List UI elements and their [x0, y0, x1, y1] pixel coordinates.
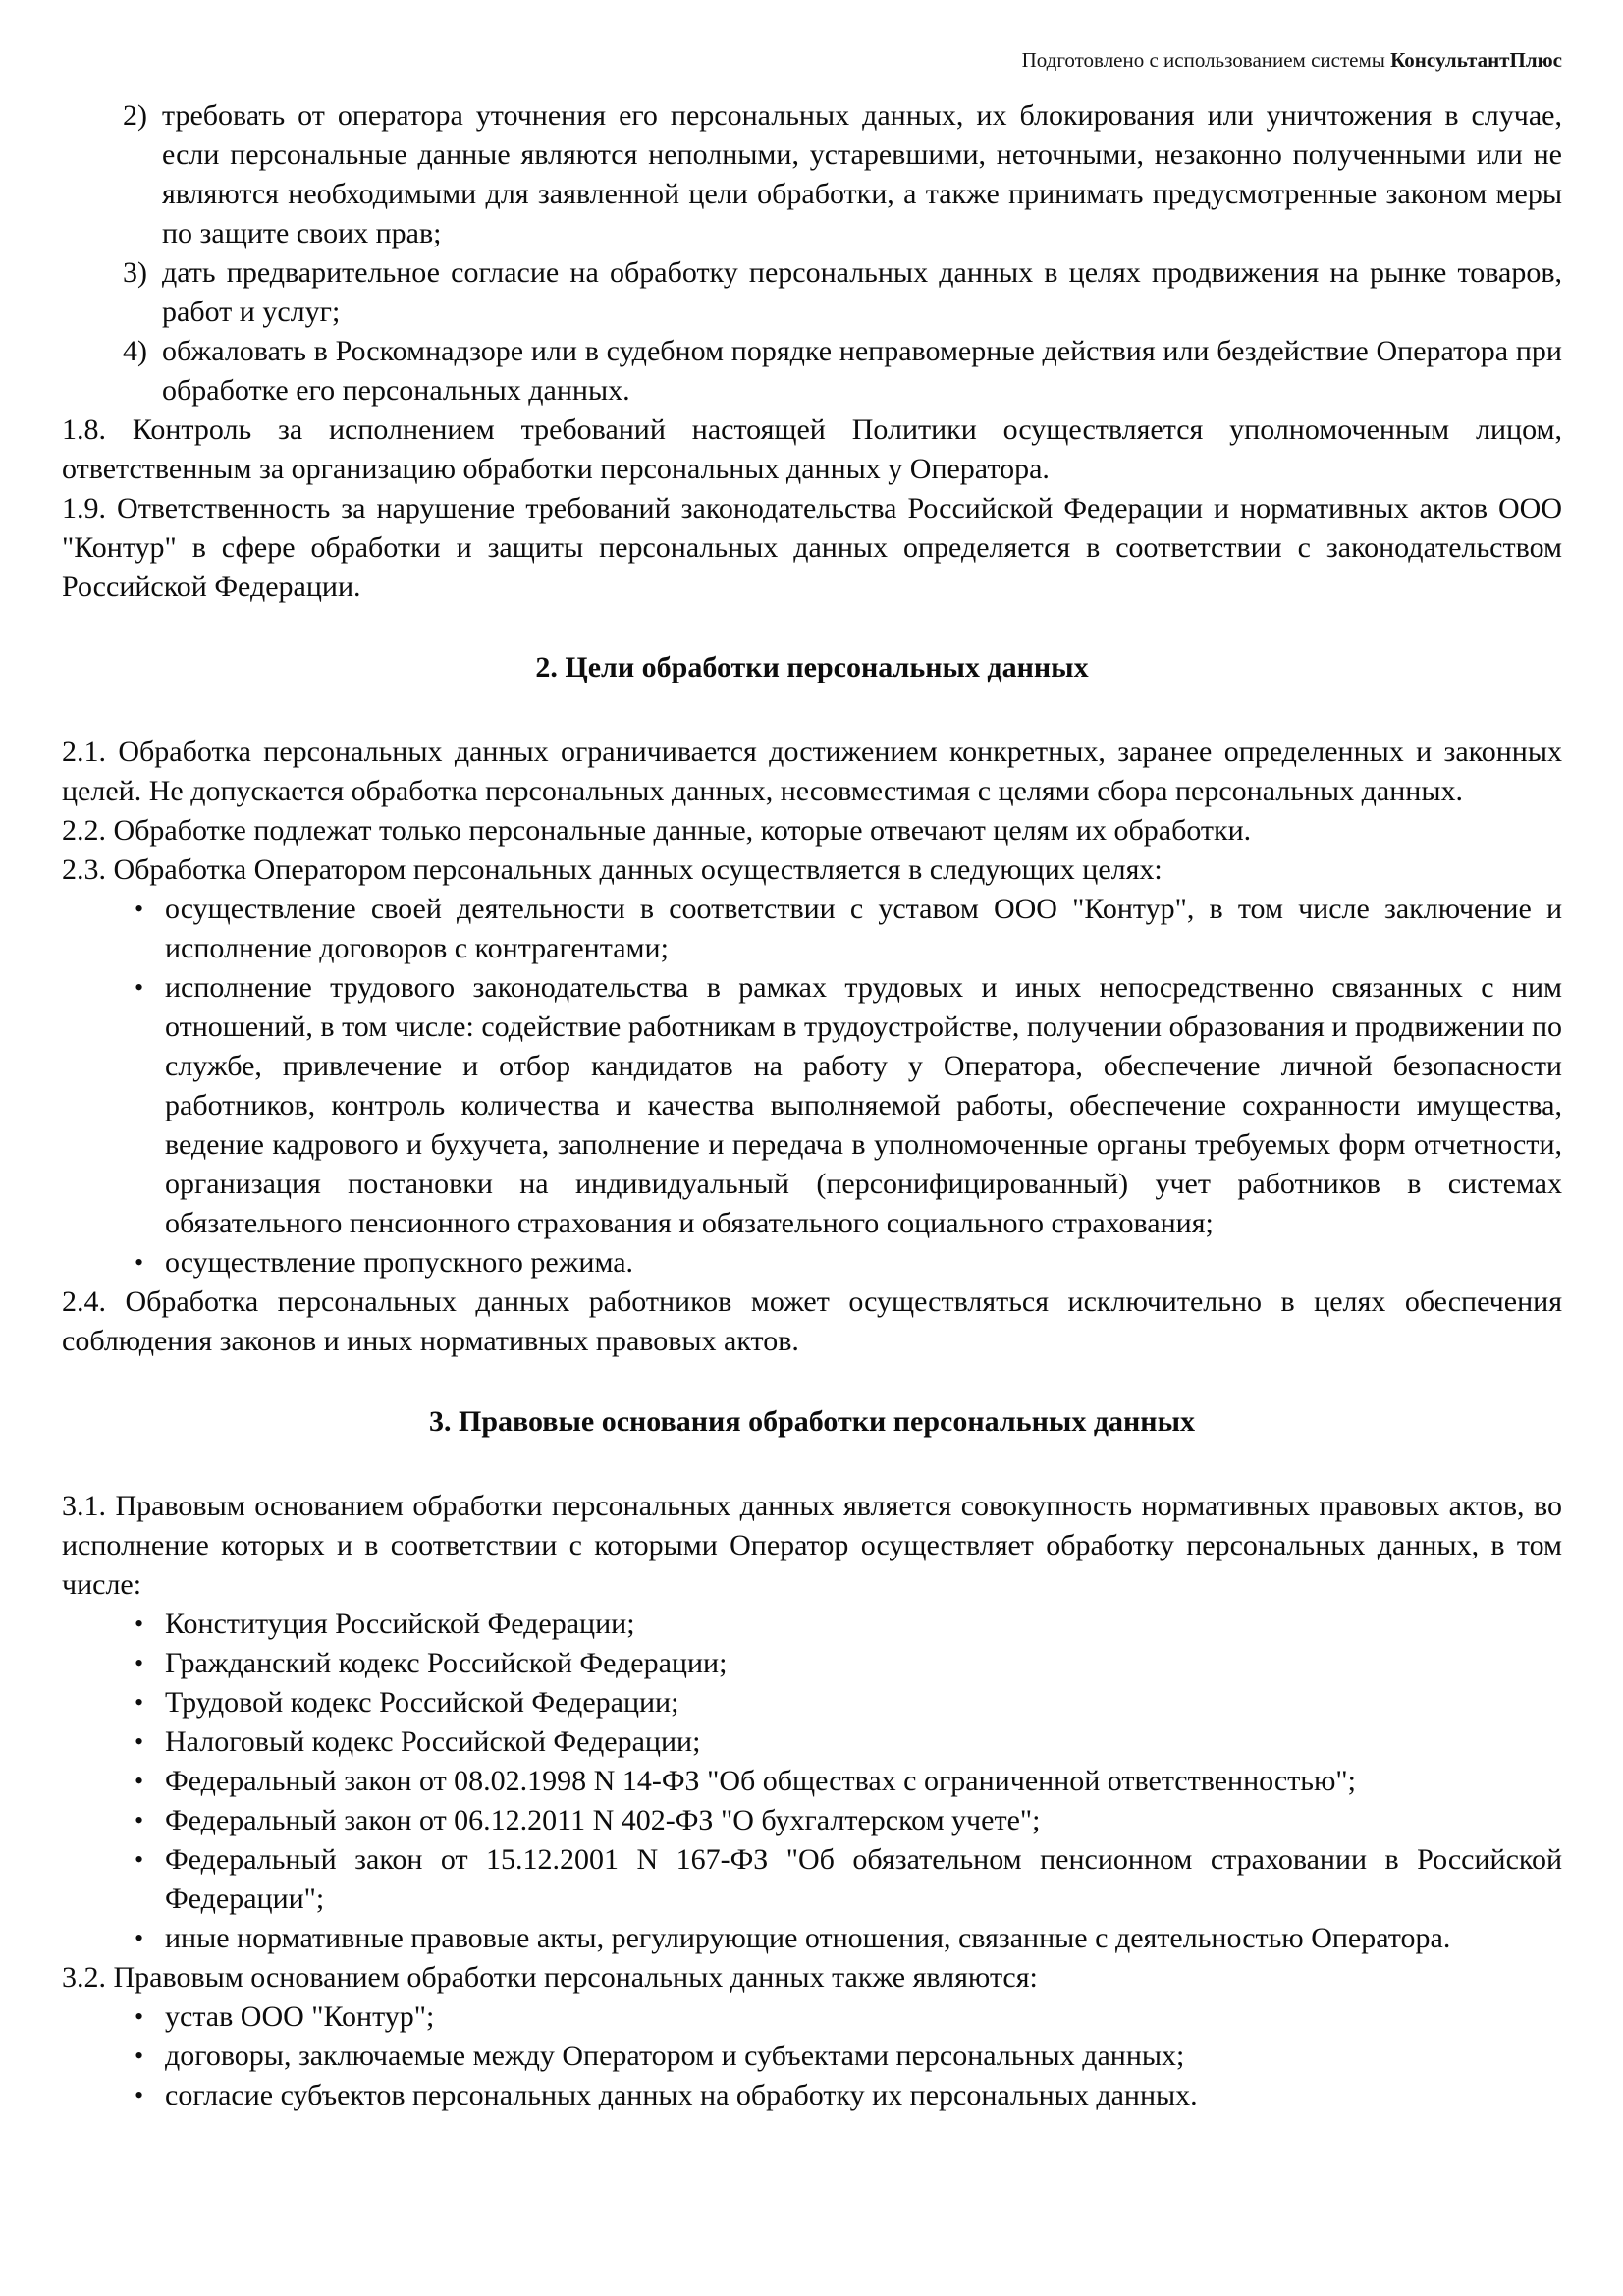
- bullet-marker-icon: •: [135, 1688, 144, 1717]
- bullet-text: согласие субъектов персональных данных на обработку их персональных данных.: [165, 2079, 1198, 2111]
- bullet-marker-icon: •: [135, 1924, 144, 1952]
- bullet-text: осуществление своей деятельности в соответствии с уставом ООО "Контур", в том числе заключение и исполнение договоров с контрагентами;: [165, 893, 1562, 964]
- bullet-marker-icon: •: [135, 1610, 144, 1638]
- list-item-number: 2): [123, 99, 147, 132]
- legal-act-bullet-item: [62, 1605, 1562, 1644]
- section-3-heading: 3. Правовые основания обработки персональных данных: [429, 1405, 1195, 1438]
- other-basis-bullet-item: [62, 2076, 1562, 2115]
- bullet-marker-icon: •: [135, 2002, 144, 2031]
- list-item-text: требовать от оператора уточнения его персональных данных, их блокирования или уничтожения в случае, если персональные данные являются неполными, устаревшими, неточными, незаконно полученными или не являются необходимыми для заявленной цели обработки, а также принимать предусмотренные законом меры по защите своих прав;: [162, 99, 1562, 249]
- bullet-text: Гражданский кодекс Российской Федерации;: [165, 1647, 728, 1679]
- bullet-text: Федеральный закон от 06.12.2011 N 402-ФЗ "О бухгалтерском учете";: [165, 1804, 1041, 1836]
- bullet-text: Федеральный закон от 08.02.1998 N 14-ФЗ "Об обществах с ограниченной ответственностью";: [165, 1765, 1356, 1797]
- paragraph-3-1: 3.1. Правовым основанием обработки персональных данных является совокупность нормативных правовых актов, во исполнение которых и в соответствии с которыми Оператор осуществляет обработку персональных данных, в том числе:: [62, 1490, 1562, 1601]
- legal-act-bullet-item: [62, 1840, 1562, 1919]
- bullet-text: исполнение трудового законодательства в рамках трудовых и иных непосредственно связанных с ним отношений, в том числе: содействие работникам в трудоустройстве, получении образования и продвижении по службе, привлечение и отбор кандидатов на работу у Оператора, обеспечение личной безопасности работников, контроль количества и качества выполняемой работы, обеспечение сохранности имущества, ведение кадрового и бухучета, заполнение и передача в уполномоченные органы требуемых форм отчетности, организация постановки на индивидуальный (персонифицированный) учет работников в системах обязательного пенсионного страхования и обязательного социального страхования;: [165, 971, 1562, 1239]
- paragraph-3-2: 3.2. Правовым основанием обработки персональных данных также являются:: [62, 1961, 1038, 1994]
- bullet-text: осуществление пропускного режима.: [165, 1246, 634, 1279]
- list-item-text: обжаловать в Роскомнадзоре или в судебном порядке неправомерные действия или бездействие Оператора при обработке его персональных данных.: [162, 335, 1562, 407]
- legal-act-bullet-item: [62, 1722, 1562, 1762]
- bullet-text: договоры, заключаемые между Оператором и субъектами персональных данных;: [165, 2040, 1185, 2072]
- legal-act-bullet-item: [62, 1801, 1562, 1840]
- bullet-marker-icon: •: [135, 1845, 144, 1874]
- rights-list-item-3: [62, 253, 1562, 332]
- document-body: [62, 96, 1562, 2115]
- legal-act-bullet-item: [62, 1762, 1562, 1801]
- bullet-text: иные нормативные правовые акты, регулирующие отношения, связанные с деятельностью Оператора.: [165, 1922, 1451, 1954]
- paragraph-2-4: 2.4. Обработка персональных данных работников может осуществляться исключительно в целях обеспечения соблюдения законов и иных нормативных правовых актов.: [62, 1285, 1562, 1357]
- bullet-marker-icon: •: [135, 2081, 144, 2109]
- bullet-marker-icon: •: [135, 973, 144, 1002]
- legal-act-bullet-item: [62, 1919, 1562, 1958]
- goal-bullet-item: [62, 890, 1562, 968]
- bullet-marker-icon: •: [135, 1806, 144, 1834]
- other-basis-bullet-item: [62, 1997, 1562, 2037]
- legal-act-bullet-item: [62, 1683, 1562, 1722]
- bullet-text: устав ООО "Контур";: [165, 2000, 435, 2033]
- bullet-marker-icon: •: [135, 1767, 144, 1795]
- list-item-number: 4): [123, 335, 147, 367]
- paragraph-2-2: 2.2. Обработке подлежат только персональные данные, которые отвечают целям их обработки.: [62, 814, 1252, 847]
- consultantplus-note: [62, 47, 1562, 73]
- bullet-text: Федеральный закон от 15.12.2001 N 167-ФЗ "Об обязательном пенсионном страховании в Российской Федерации";: [165, 1843, 1562, 1915]
- paragraph-2-1: 2.1. Обработка персональных данных ограничивается достижением конкретных, заранее определенных и законных целей. Не допускается обработка персональных данных, несовместимая с целями сбора персональных данных.: [62, 736, 1562, 807]
- paragraph-1-9: 1.9. Ответственность за нарушение требований законодательства Российской Федерации и нормативных актов ООО "Контур" в сфере обработки и защиты персональных данных определяется в соответствии с законодательством Российской Федерации.: [62, 492, 1562, 603]
- note-prefix: Подготовлено с использованием системы: [1021, 48, 1391, 72]
- bullet-marker-icon: •: [135, 1248, 144, 1277]
- legal-act-bullet-item: [62, 1644, 1562, 1683]
- list-item-text: дать предварительное согласие на обработку персональных данных в целях продвижения на рынке товаров, работ и услуг;: [162, 256, 1562, 328]
- bullet-marker-icon: •: [135, 1649, 144, 1677]
- other-basis-bullet-item: [62, 2037, 1562, 2076]
- rights-list-item-2: [62, 96, 1562, 253]
- bullet-marker-icon: •: [135, 895, 144, 923]
- goal-bullet-item: [62, 968, 1562, 1243]
- note-brand: КонсультантПлюс: [1390, 48, 1562, 72]
- paragraph-1-8: 1.8. Контроль за исполнением требований настоящей Политики осуществляется уполномоченным лицом, ответственным за организацию обработки персональных данных у Оператора.: [62, 413, 1562, 485]
- bullet-text: Налоговый кодекс Российской Федерации;: [165, 1725, 701, 1758]
- rights-list-item-4: [62, 332, 1562, 410]
- bullet-marker-icon: •: [135, 2042, 144, 2070]
- paragraph-2-3: 2.3. Обработка Оператором персональных данных осуществляется в следующих целях:: [62, 853, 1163, 886]
- bullet-text: Конституция Российской Федерации;: [165, 1608, 635, 1640]
- bullet-text: Трудовой кодекс Российской Федерации;: [165, 1686, 679, 1719]
- goal-bullet-item: [62, 1243, 1562, 1283]
- bullet-marker-icon: •: [135, 1727, 144, 1756]
- section-2-heading: 2. Цели обработки персональных данных: [535, 651, 1089, 683]
- list-item-number: 3): [123, 256, 147, 289]
